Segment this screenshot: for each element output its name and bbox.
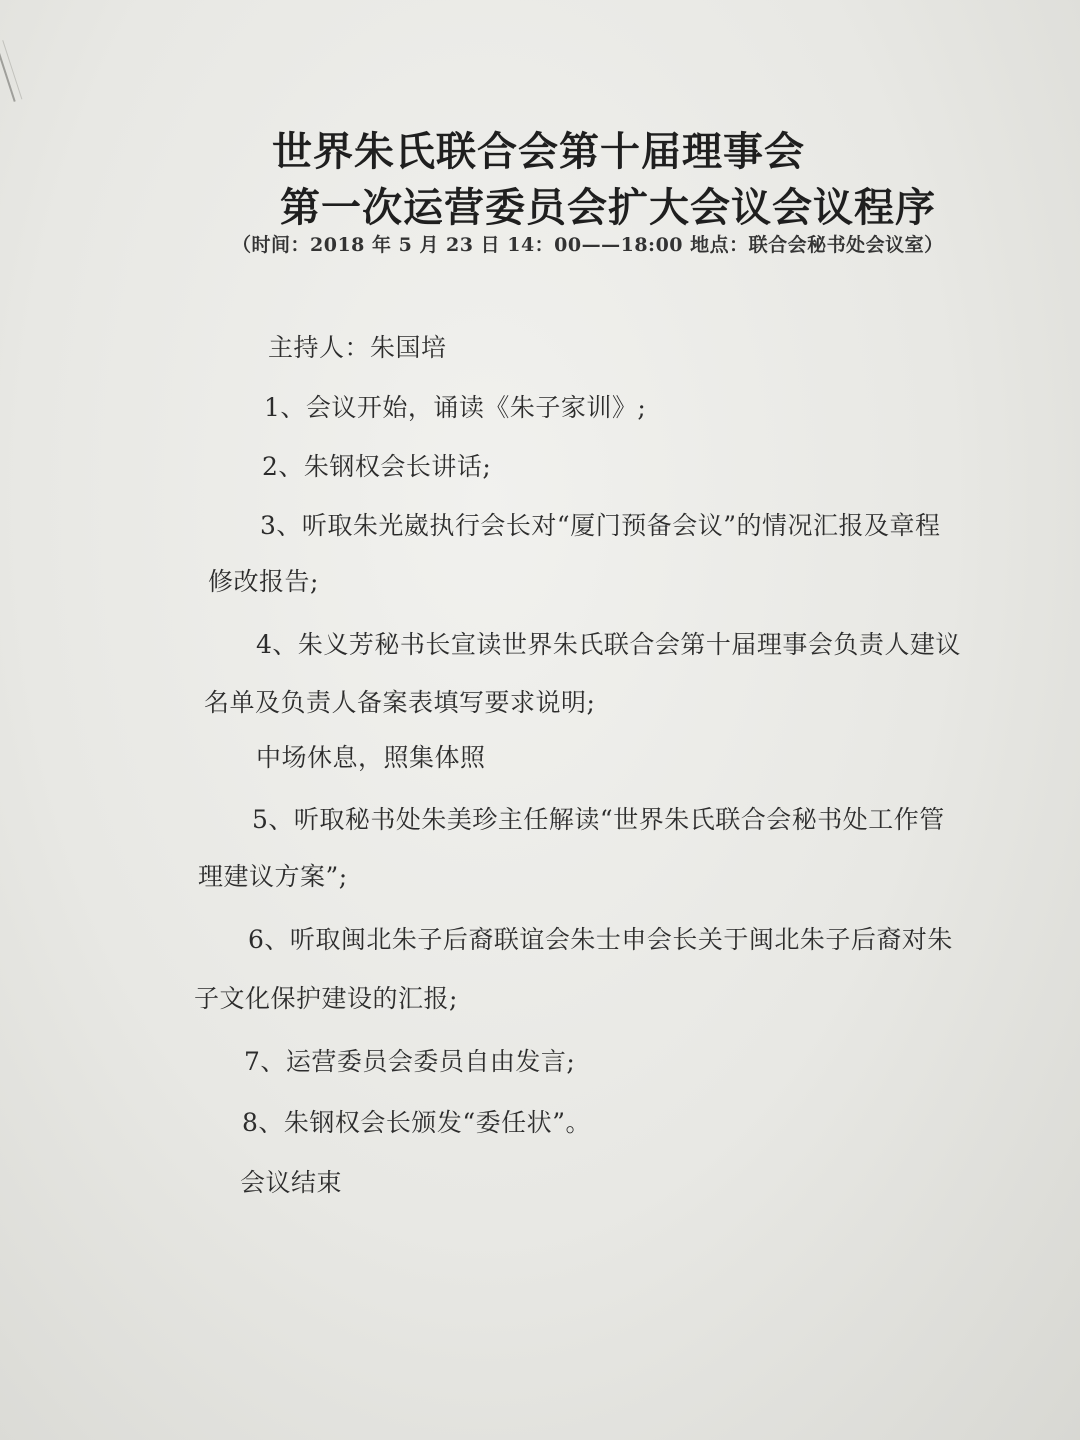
document-title-line1: 世界朱氏联合会第十届理事会 — [272, 128, 805, 175]
break-line: 中场休息，照集体照 — [256, 743, 486, 772]
agenda-item-6: 6、听取闽北朱子后裔联谊会朱士申会长关于闽北朱子后裔对朱 — [248, 925, 953, 954]
document-title-line2: 第一次运营委员会扩大会议会议程序 — [280, 184, 936, 231]
agenda-item-3-cont: 修改报告; — [208, 567, 319, 596]
agenda-item-4: 4、朱义芳秘书长宣读世界朱氏联合会第十届理事会负责人建议 — [256, 630, 961, 659]
staple-mark — [0, 40, 22, 102]
host-line: 主持人：朱国培 — [268, 333, 447, 362]
agenda-item-8: 8、朱钢权会长颁发“委任状”。 — [242, 1108, 591, 1137]
agenda-item-4-cont: 名单及负责人备案表填写要求说明; — [204, 688, 596, 717]
agenda-item-7: 7、运营委员会委员自由发言; — [244, 1047, 576, 1076]
agenda-item-2: 2、朱钢权会长讲话; — [262, 452, 492, 481]
agenda-item-3: 3、听取朱光崴执行会长对“厦门预备会议”的情况汇报及章程 — [260, 511, 941, 540]
agenda-item-6-cont: 子文化保护建设的汇报; — [194, 984, 458, 1013]
agenda-item-5-cont: 理建议方案”; — [198, 862, 348, 891]
meeting-time-location: （时间：2018 年 5 月 23 日 14：00——18:00 地点：联合会秘书处会议室） — [232, 234, 944, 256]
meeting-end: 会议结束 — [240, 1168, 343, 1197]
agenda-item-1: 1、会议开始，诵读《朱子家训》; — [264, 393, 647, 422]
agenda-item-5: 5、听取秘书处朱美珍主任解读“世界朱氏联合会秘书处工作管 — [252, 805, 945, 834]
